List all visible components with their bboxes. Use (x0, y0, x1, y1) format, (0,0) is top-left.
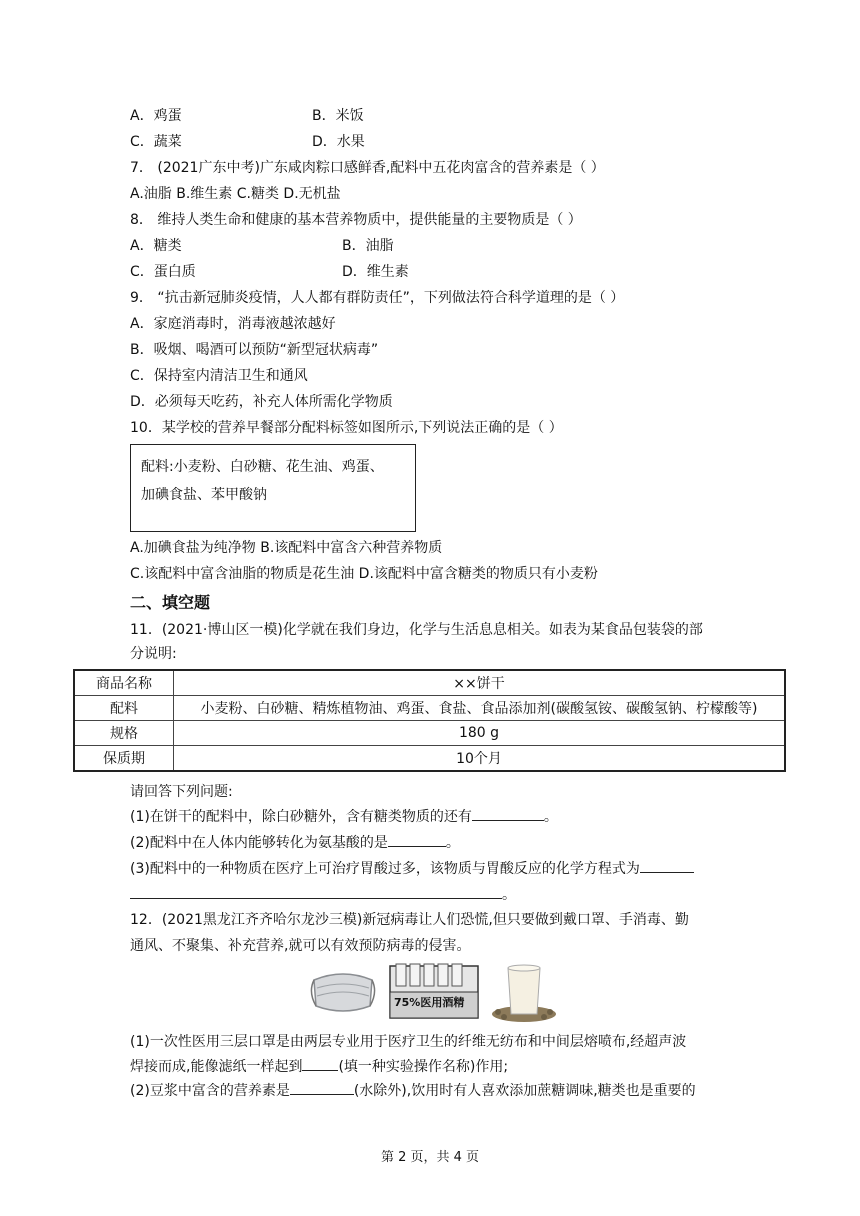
q11-stem-line1: 11．(2021·博山区一模)化学就在我们身边，化学与生活息息相关。如表为某食品包装袋的部 (130, 622, 703, 638)
q10-stem: 10．某学校的营养早餐部分配料标签如图所示,下列说法正确的是（ ） (130, 420, 563, 436)
alcohol-box-image (386, 962, 482, 1022)
q12-part1-line1: (1)一次性医用三层口罩是由两层专业用于医疗卫生的纤维无纺布和中间层熔喷布,经超声波 (130, 1034, 687, 1050)
q8-option-b: B．油脂 (342, 238, 394, 254)
table-cell: 规格 (74, 721, 174, 746)
q10-options-cd: C.该配料中富含油脂的物质是花生油 D.该配料中富含糖类的物质只有小麦粉 (130, 566, 598, 582)
table-cell: 10个月 (174, 746, 786, 772)
q9-option-a: A．家庭消毒时，消毒液越浓越好 (130, 316, 336, 332)
q9-option-d: D．必须每天吃药，补充人体所需化学物质 (130, 394, 393, 410)
q11-part3 (130, 858, 694, 879)
answer-blank[interactable] (472, 806, 544, 821)
q12-part2-pre: (2)豆浆中富含的营养素是 (130, 1083, 290, 1099)
q9-option-b: B．吸烟、喝酒可以预防“新型冠状病毒” (130, 342, 379, 358)
table-row (74, 670, 785, 696)
answer-blank[interactable] (388, 832, 446, 847)
q6-option-d: D．水果 (312, 134, 365, 150)
alcohol-box-label: 75%医用酒精 (394, 996, 465, 1009)
q6-option-a: A．鸡蛋 (130, 108, 182, 124)
answer-blank[interactable] (640, 858, 694, 873)
table-row (74, 746, 785, 772)
q11-part2 (130, 832, 460, 853)
table-row (74, 721, 785, 746)
q9-option-c: C．保持室内清洁卫生和通风 (130, 368, 308, 384)
q6-option-b: B．米饭 (312, 108, 364, 124)
q12-part2-post: (水除外),饮用时有人喜欢添加蔗糖调味,糖类也是重要的 (353, 1083, 696, 1099)
q12-stem-line1: 12．(2021黑龙江齐齐哈尔龙沙三模)新冠病毒让人们恐慌,但只要做到戴口罩、手消毒、勤 (130, 912, 689, 928)
q10-options-ab: A.加碘食盐为纯净物 B.该配料中富含六种营养物质 (130, 540, 443, 556)
table-row (74, 696, 785, 721)
table-cell: 保质期 (74, 746, 174, 772)
section-heading: 二、填空题 (130, 593, 211, 612)
q7-stem: 7． (2021广东中考)广东咸肉粽口感鲜香,配料中五花肉富含的营养素是（ ） (130, 160, 605, 176)
q9-stem: 9． “抗击新冠肺炎疫情，人人都有群防责任”，下列做法符合科学道理的是（ ） (130, 290, 625, 306)
q8-option-a: A．糖类 (130, 238, 182, 254)
q12-part1-pre: 焊接而成,能像滤纸一样起到 (130, 1059, 303, 1075)
food-info-table (73, 669, 786, 772)
q12-stem-line2: 通风、不聚集、补充营养,就可以有效预防病毒的侵害。 (130, 938, 471, 954)
q11-part3-end: 。 (502, 887, 516, 903)
q12-part2 (130, 1080, 696, 1101)
q11-part3-text: (3)配料中的一种物质在医疗上可治疗胃酸过多，该物质与胃酸反应的化学方程式为 (130, 861, 640, 877)
ingredient-label-line1: 配料:小麦粉、白砂糖、花生油、鸡蛋、 (141, 459, 384, 475)
q11-part1-text: (1)在饼干的配料中，除白砂糖外，含有糖类物质的还有 (130, 809, 472, 825)
table-cell: 180 g (174, 721, 786, 746)
soy-milk-image (490, 962, 558, 1022)
q11-part1-end: 。 (543, 809, 558, 825)
q8-option-d: D．维生素 (342, 264, 409, 280)
page-footer: 第 2 页，共 4 页 (380, 1150, 480, 1165)
q11-stem-line2: 分说明: (130, 646, 177, 662)
q7-options: A.油脂 B.维生素 C.糖类 D.无机盐 (130, 186, 341, 202)
answer-blank[interactable] (130, 884, 502, 899)
answer-blank[interactable] (290, 1080, 354, 1095)
ingredient-label-line2: 加碘食盐、苯甲酸钠 (141, 487, 267, 503)
table-cell: 配料 (74, 696, 174, 721)
q12-part1-line2 (130, 1056, 508, 1077)
q8-stem: 8． 维持人类生命和健康的基本营养物质中，提供能量的主要物质是（ ） (130, 212, 582, 228)
table-cell: ××饼干 (174, 670, 786, 696)
ingredient-label-box (130, 444, 416, 532)
q6-option-c: C．蔬菜 (130, 134, 182, 150)
q11-part3-cont (130, 884, 516, 905)
q12-part1-post: (填一种实验操作名称)作用; (338, 1059, 509, 1075)
face-mask-image (308, 962, 378, 1022)
answer-blank[interactable] (302, 1056, 338, 1071)
q11-prompt: 请回答下列问题: (130, 784, 233, 800)
table-cell: 小麦粉、白砂糖、精炼植物油、鸡蛋、食盐、食品添加剂(碳酸氢铵、碳酸氢钠、柠檬酸等) (174, 696, 786, 721)
q11-part1 (130, 806, 558, 827)
table-cell: 商品名称 (74, 670, 174, 696)
q11-part2-end: 。 (445, 835, 460, 851)
q8-option-c: C．蛋白质 (130, 264, 196, 280)
q11-part2-text: (2)配料中在人体内能够转化为氨基酸的是 (130, 835, 388, 851)
